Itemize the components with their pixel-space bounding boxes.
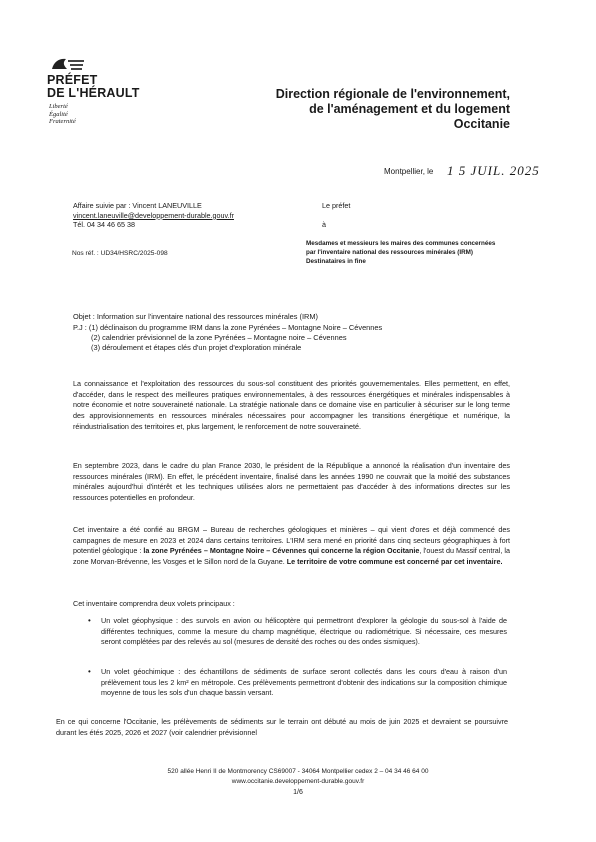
footer-website[interactable]: www.occitanie.developpement-durable.gouv.fr bbox=[231, 778, 365, 785]
direction-line-1: Direction régionale de l'environnement, bbox=[275, 87, 510, 101]
republic-motto bbox=[49, 103, 76, 126]
pj-line-2: (2) calendrier prévisionnel de la zone Pyrénées – Montagne noire – Cévennes bbox=[91, 333, 347, 342]
paragraph-3-part-a: Cet inventaire a été confié au BRGM – Bureau de recherches géologiques et minières – qui vient d'ores et déjà commencé des campagnes de mesure en 2023 et 2024 dans certains territoires. L'IRM sera mené en priorité dans cinq secteurs géographiques à fort potentiel géologique : bbox=[73, 525, 510, 556]
affaire-name: Vincent LANEUVILLE bbox=[132, 201, 202, 210]
bullet-marker-1: • bbox=[88, 616, 91, 625]
direction-line-3: Occitanie bbox=[453, 117, 510, 131]
a-label: à bbox=[322, 220, 326, 229]
paragraph-3-part-c: , l'ouest du Massif central, la zone Morvan-Brévenne, les Vosges et le Sillon nord de la Guyane. bbox=[73, 546, 510, 567]
prefet-title bbox=[47, 74, 140, 100]
pj-line-1: P.J : (1) déclinaison du programme IRM dans la zone Pyrénées – Montagne Noire – Cévennes bbox=[73, 323, 383, 332]
marianne-logo bbox=[50, 57, 86, 71]
date-label: Montpellier, le bbox=[384, 167, 434, 176]
paragraph-3 bbox=[73, 525, 510, 568]
paragraph-3-zone: la zone Pyrénées – Montagne Noire – Cévennes qui concerne la région Occitanie bbox=[143, 546, 420, 556]
date-stamp: 1 5 JUIL. 2025 bbox=[447, 163, 540, 178]
page-number: 1/6 bbox=[293, 789, 303, 796]
sender-block bbox=[73, 201, 234, 230]
bullet-geochimique: Un volet géochimique : des échantillons de sédiments de surface seront collectés dans les cours d'eau à raison d'un prélèvement tous les 2 km² en métropole. Ces prélèvements permettront d'obtenir des indications sur la composition chimique moyenne de tous les sols d'un chaque bassin versant. bbox=[101, 667, 507, 698]
pj-line-3: (3) déroulement et étapes clés d'un projet d'exploration minérale bbox=[91, 343, 302, 352]
footer-address: 520 allée Henri II de Montmorency CS69007 - 34064 Montpellier cedex 2 – 04 34 46 64 00 bbox=[167, 768, 429, 775]
affaire-label: Affaire suivie par : bbox=[73, 201, 131, 210]
motto-liberte: Liberté bbox=[49, 103, 68, 110]
reference: Nos réf. : UD34/HSRC/2025-098 bbox=[72, 250, 168, 257]
objet-line: Objet : Information sur l'inventaire national des ressources minérales (IRM) bbox=[73, 312, 318, 321]
paragraph-2: En septembre 2023, dans le cadre du plan France 2030, le président de la République a annoncé la réalisation d'un inventaire des ressources minérales (IRM). En effet, le précédent inventaire, finalisé dans les années 1990 ne couvrait que la moitié des substances minérales aujourd'hui d'intérêt et les techniques utilisées alors ne permettaient pas d'accéder à des informations directes sur les ressources potentielles en profondeur. bbox=[73, 461, 510, 503]
le-prefet-label: Le préfet bbox=[322, 201, 351, 210]
direction-title bbox=[276, 87, 510, 132]
sender-email[interactable]: vincent.laneuville@developpement-durable.gouv.fr bbox=[73, 210, 234, 220]
paragraph-4: Cet inventaire comprendra deux volets principaux : bbox=[73, 599, 235, 608]
direction-line-2: de l'aménagement et du logement bbox=[309, 102, 510, 116]
addressee-block: Mesdames et messieurs les maires des communes concernées par l'inventaire national des ressources minérales (IRM) Destinataires in fine bbox=[306, 240, 496, 265]
sender-tel: Tél. 04 34 46 65 38 bbox=[73, 220, 135, 230]
prefet-line-2: DE L'HÉRAULT bbox=[47, 86, 140, 100]
motto-egalite: Égalité bbox=[49, 110, 68, 118]
bullet-marker-2: • bbox=[88, 667, 91, 676]
bullet-geophysique: Un volet géophysique : des survols en avion ou hélicoptère qui permettront d'explorer la géologie du sous-sol à l'aide de différentes techniques, comme la mesure du champ magnétique, électrique ou radiométrique. Si nécessaire, ces mesures seront complétées par des relevés au sol (mesures de densité des roches ou des ondes sismiques). bbox=[101, 616, 507, 647]
prefet-line-1: PRÉFET bbox=[47, 73, 98, 87]
motto-fraternite: Fraternité bbox=[49, 118, 76, 126]
paragraph-5: En ce qui concerne l'Occitanie, les prélèvements de sédiments sur le terrain ont débuté au mois de juin 2025 et devraient se poursuivre durant les étés 2025, 2026 et 2027 (voir calendrier prévisionnel bbox=[56, 717, 508, 737]
paragraph-1: La connaissance et l'exploitation des ressources du sous-sol constituent des priorités gouvernementales. Elles permettent, en effet, d'accéder, dans le respect des meilleures pratiques environnementales, à des ressources énergétiques et minérales indispensables à notre économie et notre souveraineté nationale. La stratégie nationale dans ce domaine vise en particulier à sécuriser sur le long terme des approvisionnements en ressources minérales nécessaires pour accompagner les transitions énergétique et numérique, la réindustrialisation des territoires et, plus largement, le renforcement de notre souveraineté. bbox=[73, 379, 510, 431]
paragraph-3-commune: Le territoire de votre commune est concerné par cet inventaire. bbox=[286, 557, 503, 567]
